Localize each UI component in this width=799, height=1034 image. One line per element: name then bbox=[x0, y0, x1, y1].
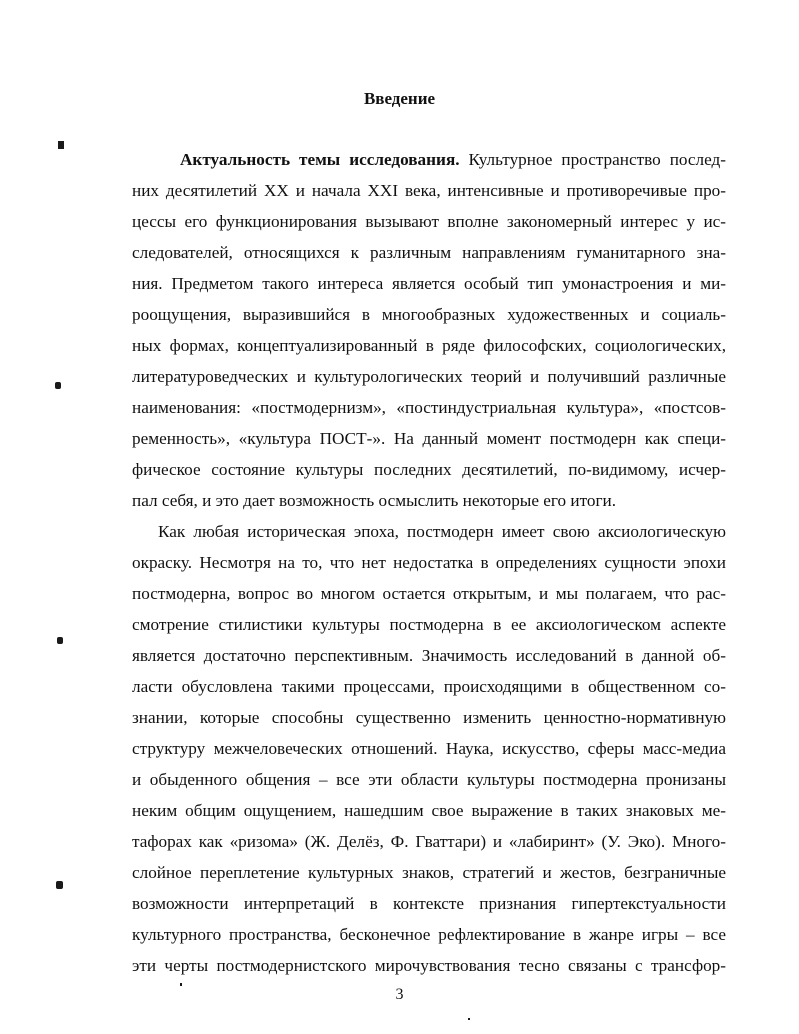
text-line: следователей, относящихся к различным направлениям гуманитарного зна- bbox=[132, 243, 726, 262]
text-line: культурного пространства, бесконечное рефлектирование в жанре игры – все bbox=[132, 925, 726, 944]
scan-mark bbox=[180, 983, 182, 986]
page-number: 3 bbox=[395, 986, 404, 1003]
text-line: ласти обусловлена такими процессами, происходящими в общественном со- bbox=[132, 677, 726, 696]
text-line: знании, которые способны существенно изменить ценностно-нормативную bbox=[132, 708, 726, 727]
text-line: наименования: «постмодернизм», «постиндустриальная культура», «постсов- bbox=[132, 398, 726, 417]
text-line: тафорах как «ризома» (Ж. Делёз, Ф. Гваттари) и «лабиринт» (У. Эко). Много- bbox=[132, 832, 726, 851]
scan-mark bbox=[58, 141, 64, 149]
scan-mark bbox=[468, 1018, 470, 1020]
text-line: Как любая историческая эпоха, постмодерн имеет свою аксиологическую bbox=[158, 522, 726, 541]
text-line: и обыденного общения – все эти области культуры постмодерна пронизаны bbox=[132, 770, 726, 789]
page-title: Введение bbox=[363, 89, 436, 108]
text-line: слойное переплетение культурных знаков, стратегий и жестов, безграничные bbox=[132, 863, 726, 882]
text-line: пал себя, и это дает возможность осмыслить некоторые его итоги. bbox=[132, 491, 617, 510]
text-line: ния. Предметом такого интереса является особый тип умонастроения и ми- bbox=[132, 274, 726, 293]
text-line: смотрение стилистики культуры постмодерна в ее аксиологическом аспекте bbox=[132, 615, 726, 634]
text-line: фическое состояние культуры последних десятилетий, по-видимому, исчер- bbox=[132, 460, 726, 479]
text-line: возможности интерпретаций в контексте признания гипертекстуальности bbox=[132, 894, 726, 913]
text-line: эти черты постмодернистского мирочувствования тесно связаны с трансфор- bbox=[132, 956, 726, 975]
text-line: ных формах, концептуализированный в ряде философских, социологических, bbox=[132, 336, 726, 355]
text-line: окраску. Несмотря на то, что нет недостатка в определениях сущности эпохи bbox=[132, 553, 726, 572]
text-line: ременность», «культура ПОСТ-». На данный момент постмодерн как специ- bbox=[132, 429, 726, 448]
lead-phrase: Актуальность темы исследования. bbox=[180, 150, 460, 169]
line-text: Культурное пространство послед- bbox=[459, 150, 726, 169]
text-line: постмодерна, вопрос во многом остается открытым, и мы полагаем, что рас- bbox=[132, 584, 726, 603]
text-line: роощущения, выразившийся в многообразных художественных и социаль- bbox=[132, 305, 726, 324]
scan-mark bbox=[57, 637, 63, 644]
text-line: них десятилетий XX и начала XXI века, интенсивные и противоречивые про- bbox=[132, 181, 726, 200]
text-line bbox=[180, 149, 726, 170]
scan-mark bbox=[55, 382, 61, 389]
text-line: неким общим ощущением, нашедшим свое выражение в таких знаковых ме- bbox=[132, 801, 726, 820]
scan-mark bbox=[56, 881, 63, 889]
text-line: структуру межчеловеческих отношений. Наука, искусство, сферы масс-медиа bbox=[132, 739, 726, 758]
text-line: цессы его функционирования вызывают вполне закономерный интерес у ис- bbox=[132, 212, 726, 231]
text-line: литературоведческих и культурологических теорий и получивший различные bbox=[132, 367, 726, 386]
text-line: является достаточно перспективным. Значимость исследований в данной об- bbox=[132, 646, 726, 665]
